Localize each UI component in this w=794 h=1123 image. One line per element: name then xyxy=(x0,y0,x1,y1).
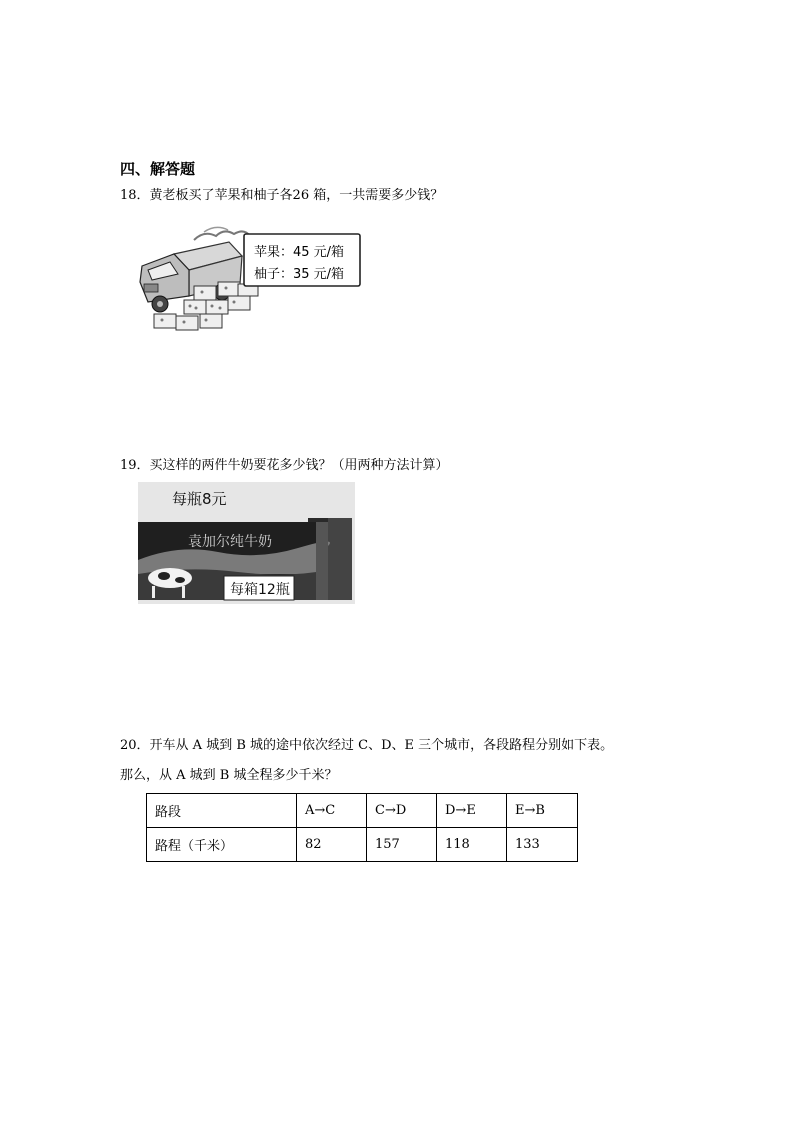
table-cell: A→C xyxy=(297,794,367,828)
table-cell: D→E xyxy=(437,794,507,828)
question-18 xyxy=(120,186,443,206)
question-number: 19． xyxy=(120,458,150,473)
question-text: 买这样的两件牛奶要花多少钱？（用两种方法计算） xyxy=(149,458,449,473)
brand-text: 袁加尔纯牛奶 xyxy=(188,534,272,550)
milk-boxes-photo xyxy=(138,482,355,604)
section-title: 四、解答题 xyxy=(120,160,196,178)
question-number: 18． xyxy=(120,188,150,203)
table-cell: 118 xyxy=(437,828,507,862)
table-cell: E→B xyxy=(507,794,578,828)
question-20 xyxy=(120,736,613,756)
truck-fruit-illustration xyxy=(134,222,364,334)
question-text: 黄老板买了苹果和柚子各26 箱，一共需要多少钱？ xyxy=(149,188,444,203)
table-row xyxy=(147,828,578,862)
question-20-line2: 那么，从 A 城到 B 城全程多少千米？ xyxy=(120,768,338,783)
table-cell: 157 xyxy=(367,828,437,862)
question-19 xyxy=(120,456,449,476)
table-cell: C→D xyxy=(367,794,437,828)
question-text-line1: 开车从 A 城到 B 城的途中依次经过 C、D、E 三个城市，各段路程分别如下表。 xyxy=(149,738,614,753)
price-sign-apple: 苹果：45 元/箱 xyxy=(254,245,345,260)
table-cell: 路段 xyxy=(147,794,297,828)
table-cell: 路程（千米） xyxy=(147,828,297,862)
bottles-per-box: 每箱12瓶 xyxy=(230,582,290,598)
table-cell: 133 xyxy=(507,828,578,862)
table-row xyxy=(147,794,578,828)
price-per-bottle: 每瓶8元 xyxy=(172,490,227,508)
table-cell: 82 xyxy=(297,828,367,862)
price-sign-pomelo: 柚子：35 元/箱 xyxy=(254,267,345,282)
route-distance-table xyxy=(146,793,578,862)
question-number: 20． xyxy=(120,738,150,753)
